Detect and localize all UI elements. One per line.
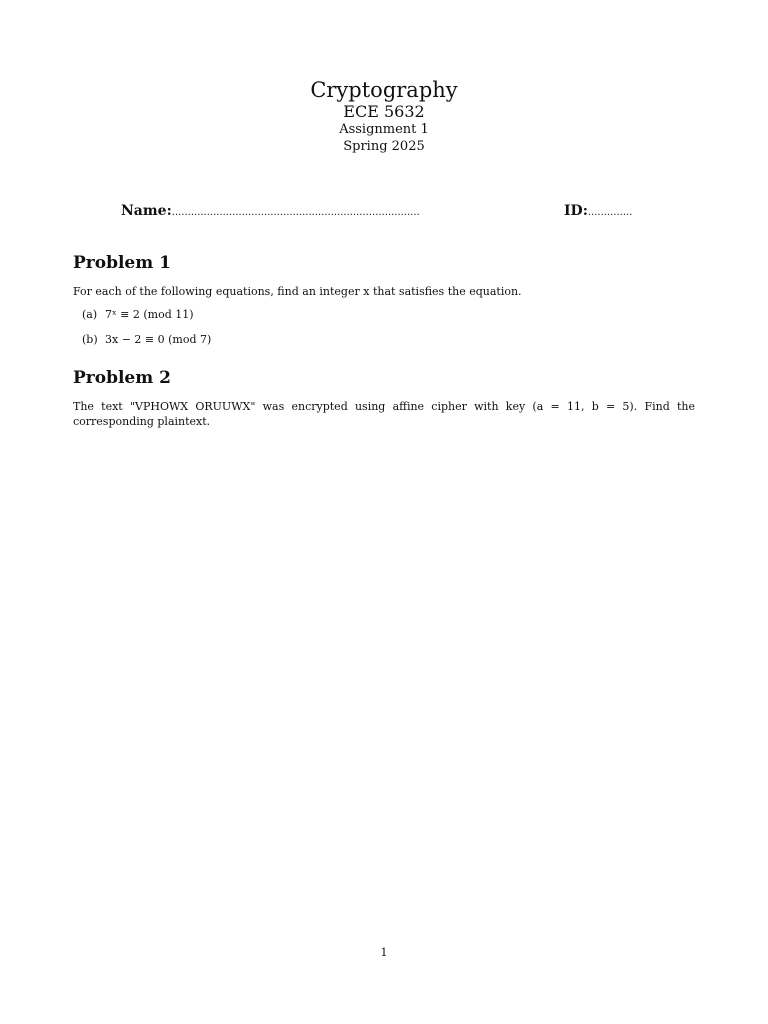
course-code: ECE 5632 (343, 102, 425, 121)
problem-2-text: The text "VPHOWX ORUUWX" was encrypted using affine cipher with key (a = 11, b = 5). Find the corresponding plaintext. (73, 400, 695, 428)
name-label: Name: (121, 203, 172, 219)
part-a-expression: 7ˣ ≡ 2 (mod 11) (105, 308, 194, 321)
problem-2-heading: Problem 2 (73, 368, 171, 388)
term-label: Spring 2025 (343, 139, 425, 154)
document-title: Cryptography (310, 78, 458, 102)
id-blank: .............. (587, 207, 633, 218)
name-blank: .............................................................................. (171, 207, 420, 218)
name-field (121, 202, 420, 222)
problem-1-heading: Problem 1 (73, 253, 171, 273)
problem-1-intro: For each of the following equations, find an integer x that satisfies the equation. (73, 285, 522, 298)
part-b-label: (b) (82, 333, 98, 346)
id-field (564, 202, 632, 222)
problem-1-part-a (82, 307, 194, 322)
assignment-label: Assignment 1 (339, 122, 429, 137)
problem-1-part-b (82, 332, 211, 347)
page-number: 1 (380, 946, 388, 959)
id-label: ID: (564, 203, 588, 219)
part-a-label: (a) (82, 308, 98, 321)
part-b-expression: 3x − 2 ≡ 0 (mod 7) (105, 333, 212, 346)
